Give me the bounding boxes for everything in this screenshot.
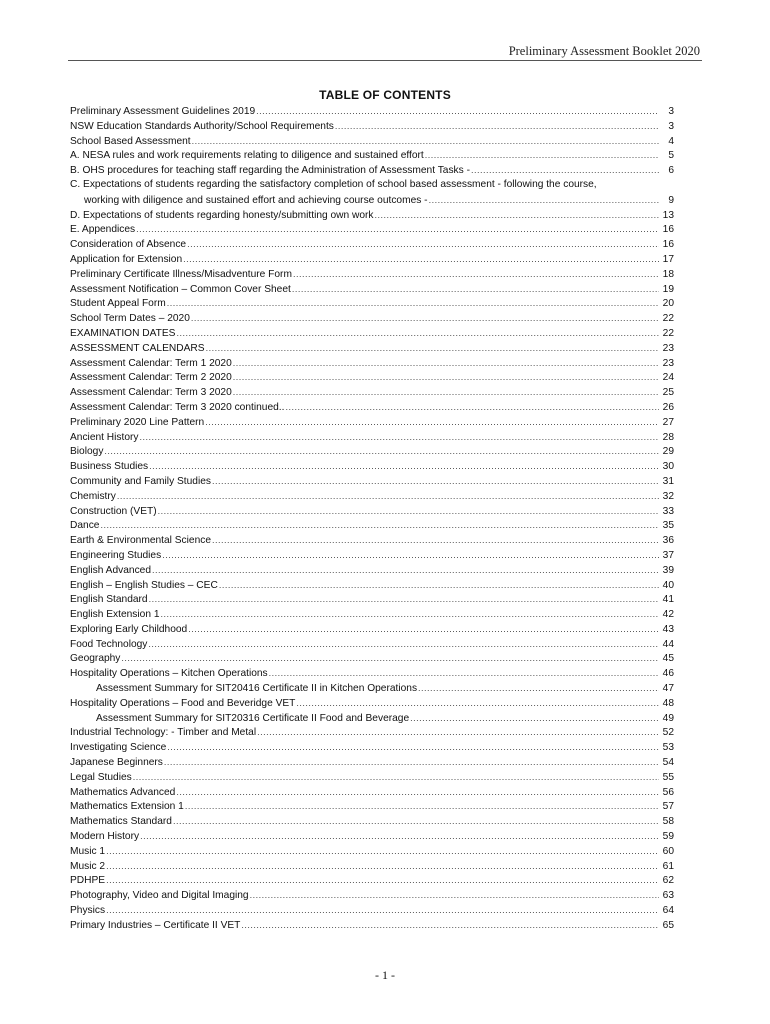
toc-entry-title: Photography, Video and Digital Imaging xyxy=(70,890,249,902)
toc-entry-title: B. OHS procedures for teaching staff regarding the Administration of Assessment Tasks - xyxy=(70,165,470,177)
toc-entry-page: 16 xyxy=(662,224,674,236)
dot-leader xyxy=(121,651,659,666)
dot-leader xyxy=(149,592,659,607)
toc-entry-title: Mathematics Extension 1 xyxy=(70,801,184,813)
dot-leader xyxy=(471,163,659,178)
toc-entry-page: 42 xyxy=(662,609,674,621)
dot-leader xyxy=(106,903,659,918)
toc-entry-title: D. Expectations of students regarding honesty/submitting own work xyxy=(70,209,374,221)
dot-leader xyxy=(233,370,659,385)
toc-entry-page: 27 xyxy=(662,416,674,428)
toc-entry-page: 9 xyxy=(668,194,674,206)
toc-entry-title: Assessment Calendar: Term 1 2020 xyxy=(70,357,232,369)
toc-entry[interactable] xyxy=(70,622,674,637)
toc-entry-title: Preliminary Certificate Illness/Misadventure Form xyxy=(70,268,292,280)
toc-entry-page: 39 xyxy=(662,564,674,576)
dot-leader xyxy=(187,237,659,252)
toc-entry[interactable] xyxy=(70,563,674,578)
toc-entry-page: 25 xyxy=(662,387,674,399)
header-rule xyxy=(68,60,702,61)
toc-entry-page: 60 xyxy=(662,845,674,857)
toc-entry[interactable] xyxy=(70,785,674,800)
toc-entry-title: Assessment Calendar: Term 2 2020 xyxy=(70,372,232,384)
toc-entry-title: Community and Family Studies xyxy=(70,475,211,487)
toc-entry-title: Student Appeal Form xyxy=(70,298,166,310)
toc-entry[interactable] xyxy=(70,903,674,918)
toc-entry-page: 22 xyxy=(662,313,674,325)
dot-leader xyxy=(219,578,659,593)
dot-leader xyxy=(285,400,659,415)
toc-entry-title: English Extension 1 xyxy=(70,609,160,621)
toc-entry[interactable] xyxy=(70,651,674,666)
toc-entry-title: Exploring Early Childhood xyxy=(70,623,188,635)
toc-entry-title: School Term Dates – 2020 xyxy=(70,313,190,325)
toc-entry-page: 41 xyxy=(662,594,674,606)
dot-leader xyxy=(164,755,659,770)
toc-entry-title: Geography xyxy=(70,653,121,665)
toc-entry[interactable] xyxy=(70,104,674,119)
toc-entry-title: Music 2 xyxy=(70,860,106,872)
toc-entry[interactable] xyxy=(70,725,674,740)
toc-subentry[interactable] xyxy=(70,711,674,726)
toc-entry-page: 32 xyxy=(662,490,674,502)
toc-entry-title: Industrial Technology: - Timber and Metal xyxy=(70,727,257,739)
toc-title: TABLE OF CONTENTS xyxy=(319,88,451,102)
toc-entry[interactable] xyxy=(70,119,674,134)
toc-entry[interactable] xyxy=(70,370,674,385)
dot-leader xyxy=(233,356,659,371)
toc-entry[interactable] xyxy=(70,267,674,282)
toc-entry-title: Assessment Summary for SIT20416 Certificate II in Kitchen Operations xyxy=(96,683,418,695)
toc-entry[interactable] xyxy=(70,888,674,903)
toc-entry-page: 18 xyxy=(662,268,674,280)
toc-entry[interactable] xyxy=(70,356,674,371)
toc-entry-title: Preliminary 2020 Line Pattern xyxy=(70,416,205,428)
dot-leader xyxy=(233,385,659,400)
dot-leader xyxy=(176,326,659,341)
dot-leader xyxy=(375,208,659,223)
dot-leader xyxy=(176,785,659,800)
dot-leader xyxy=(106,873,659,888)
toc-entry-title: Consideration of Absence xyxy=(70,239,187,251)
toc-entry-page: 28 xyxy=(662,431,674,443)
toc-entry-title: English – English Studies – CEC xyxy=(70,579,218,591)
toc-entry[interactable] xyxy=(70,637,674,652)
toc-entry-page: 20 xyxy=(662,298,674,310)
toc-entry-page: 4 xyxy=(668,135,674,147)
toc-entry-page: 59 xyxy=(662,831,674,843)
dot-leader xyxy=(335,119,659,134)
toc-entry-page: 3 xyxy=(668,120,674,132)
toc-entry-page: 16 xyxy=(662,239,674,251)
dot-leader xyxy=(293,267,659,282)
toc-entry[interactable] xyxy=(70,607,674,622)
toc-entry-page: 33 xyxy=(662,505,674,517)
toc-entry-page: 22 xyxy=(662,327,674,339)
toc-entry-page: 44 xyxy=(662,638,674,650)
dot-leader xyxy=(429,193,659,208)
toc-entry-page: 6 xyxy=(668,165,674,177)
toc-entry[interactable] xyxy=(70,385,674,400)
toc-entry[interactable] xyxy=(70,444,674,459)
toc-entry-page: 35 xyxy=(662,520,674,532)
toc-entry-title: English Standard xyxy=(70,594,148,606)
running-header: Preliminary Assessment Booklet 2020 xyxy=(508,44,700,58)
toc-entry-page: 23 xyxy=(662,342,674,354)
toc-entry-page: 45 xyxy=(662,653,674,665)
toc-entry-page: 52 xyxy=(662,727,674,739)
dot-leader xyxy=(212,533,659,548)
dot-leader xyxy=(269,666,659,681)
toc-entry-title: English Advanced xyxy=(70,564,151,576)
toc-entry[interactable] xyxy=(70,400,674,415)
toc-entry-title: Earth & Environmental Science xyxy=(70,535,211,547)
dot-leader xyxy=(140,829,659,844)
dot-leader xyxy=(162,548,659,563)
dot-leader xyxy=(188,622,659,637)
toc-entry-page: 31 xyxy=(662,475,674,487)
toc-entry[interactable] xyxy=(70,755,674,770)
dot-leader xyxy=(106,859,659,874)
toc-entry[interactable] xyxy=(70,489,674,504)
toc-entry-page: 36 xyxy=(662,535,674,547)
toc-entry-title: Assessment Summary for SIT20316 Certificate II Food and Beverage xyxy=(96,712,410,724)
toc-entry-title: ASSESSMENT CALENDARS xyxy=(70,342,205,354)
toc-entry-page: 24 xyxy=(662,372,674,384)
toc-entry-title: Preliminary Assessment Guidelines 2019 xyxy=(70,106,256,117)
toc-entry[interactable] xyxy=(70,518,674,533)
dot-leader xyxy=(133,770,659,785)
toc-entry[interactable] xyxy=(70,814,674,829)
toc-entry-title: Music 1 xyxy=(70,845,106,857)
dot-leader xyxy=(173,814,659,829)
toc-entry-page: 30 xyxy=(662,461,674,473)
toc-entry-page: 26 xyxy=(662,401,674,413)
toc-entry-title: working with diligence and sustained effort and achieving course outcomes - xyxy=(84,194,428,206)
toc-entry[interactable] xyxy=(70,740,674,755)
dot-leader xyxy=(167,740,659,755)
toc-entry[interactable] xyxy=(70,859,674,874)
toc-entry-title: Chemistry xyxy=(70,490,116,502)
toc-entry-page: 64 xyxy=(662,905,674,917)
toc-entry[interactable] xyxy=(70,282,674,297)
toc-entry-title: Legal Studies xyxy=(70,771,132,783)
toc-subentry[interactable] xyxy=(70,681,674,696)
toc-entry[interactable] xyxy=(70,918,674,933)
toc-entry-title: Mathematics Advanced xyxy=(70,786,176,798)
dot-leader xyxy=(257,725,659,740)
toc-entry[interactable] xyxy=(70,208,674,223)
toc-entry-page: 23 xyxy=(662,357,674,369)
toc-entry[interactable] xyxy=(70,326,674,341)
toc-entry-title: E. Appendices xyxy=(70,224,136,236)
toc-entry-title: Food Technology xyxy=(70,638,148,650)
dot-leader xyxy=(206,341,659,356)
toc-entry-title: Mathematics Standard xyxy=(70,816,172,828)
toc-entry[interactable] xyxy=(70,696,674,711)
toc-entry-page: 47 xyxy=(662,683,674,695)
toc-entry-page: 61 xyxy=(662,860,674,872)
toc-entry-page: 57 xyxy=(662,801,674,813)
page-number: - 1 - xyxy=(375,968,395,982)
toc-entry-title: Dance xyxy=(70,520,100,532)
toc-entry-page: 19 xyxy=(662,283,674,295)
toc-entry-page: 58 xyxy=(662,816,674,828)
toc-entry[interactable] xyxy=(70,252,674,267)
toc-entry[interactable] xyxy=(70,459,674,474)
toc-entry-title: Business Studies xyxy=(70,461,149,473)
toc-entry-title: School Based Assessment xyxy=(70,135,191,147)
toc-entry-page: 13 xyxy=(662,209,674,221)
toc-entry-title: C. Expectations of students regarding the satisfactory completion of school based assessment - following the course, xyxy=(70,178,597,190)
toc-entry-title: Engineering Studies xyxy=(70,549,162,561)
toc-entry-title: Application for Extension xyxy=(70,253,183,265)
toc-entry-title: Investigating Science xyxy=(70,742,167,754)
dot-leader xyxy=(117,489,659,504)
dot-leader xyxy=(136,222,659,237)
toc-entry-page: 37 xyxy=(662,549,674,561)
toc-entry[interactable] xyxy=(70,222,674,237)
toc-entry-title: Hospitality Operations – Food and Beveridge VET xyxy=(70,697,296,709)
toc-entry-page: 53 xyxy=(662,742,674,754)
toc-entry-title: EXAMINATION DATES xyxy=(70,327,176,339)
toc-entry[interactable] xyxy=(70,474,674,489)
toc-entry-title: Assessment Calendar: Term 3 2020 continued.. xyxy=(70,401,285,413)
toc-entry[interactable] xyxy=(70,163,674,178)
dot-leader xyxy=(292,282,659,297)
toc-entry[interactable] xyxy=(70,134,674,149)
toc-entry-page: 49 xyxy=(662,712,674,724)
dot-leader xyxy=(425,148,659,163)
toc-entry-page: 3 xyxy=(668,106,674,117)
toc-entry[interactable] xyxy=(70,296,674,311)
dot-leader xyxy=(140,430,659,445)
toc-entry-page: 5 xyxy=(668,150,674,162)
toc-entry[interactable] xyxy=(70,770,674,785)
toc-entry-title: Hospitality Operations – Kitchen Operations xyxy=(70,668,268,680)
dot-leader xyxy=(104,444,659,459)
dot-leader xyxy=(167,296,659,311)
dot-leader xyxy=(192,134,659,149)
toc-entry[interactable] xyxy=(70,799,674,814)
toc-entry-page: 62 xyxy=(662,875,674,887)
toc-entry-title: Japanese Beginners xyxy=(70,757,163,769)
toc-entry[interactable] xyxy=(70,430,674,445)
dot-leader xyxy=(205,415,659,430)
toc-entry[interactable] xyxy=(70,237,674,252)
dot-leader xyxy=(183,252,659,267)
dot-leader xyxy=(185,799,659,814)
toc-entry[interactable] xyxy=(70,415,674,430)
dot-leader xyxy=(241,918,659,933)
dot-leader xyxy=(160,607,659,622)
dot-leader xyxy=(212,474,659,489)
dot-leader xyxy=(191,311,659,326)
dot-leader xyxy=(148,637,659,652)
dot-leader xyxy=(256,104,659,119)
toc-entry-page: 43 xyxy=(662,623,674,635)
toc-entry-continuation[interactable] xyxy=(70,193,674,208)
toc-entry[interactable] xyxy=(70,578,674,593)
toc-entry-page: 65 xyxy=(662,919,674,931)
dot-leader xyxy=(152,563,659,578)
toc-entry-title: PDHPE xyxy=(70,875,106,887)
dot-leader xyxy=(410,711,659,726)
toc-entry[interactable] xyxy=(70,592,674,607)
toc-entry-page: 48 xyxy=(662,697,674,709)
dot-leader xyxy=(100,518,659,533)
toc-entry-title: Assessment Calendar: Term 3 2020 xyxy=(70,387,232,399)
toc-entry-page: 56 xyxy=(662,786,674,798)
toc-entry-title: Assessment Notification – Common Cover Sheet xyxy=(70,283,291,295)
dot-leader xyxy=(250,888,659,903)
dot-leader xyxy=(106,844,659,859)
toc-entry-page: 55 xyxy=(662,771,674,783)
toc-entry-title: NSW Education Standards Authority/School Requirements xyxy=(70,120,334,132)
toc-entry[interactable] xyxy=(70,533,674,548)
dot-leader xyxy=(158,504,659,519)
toc-entry-page: 46 xyxy=(662,668,674,680)
toc-entry[interactable] xyxy=(70,829,674,844)
toc-entry[interactable] xyxy=(70,873,674,888)
toc-entry[interactable] xyxy=(70,504,674,519)
toc-entry-title: Construction (VET) xyxy=(70,505,157,517)
toc-entry[interactable] xyxy=(70,341,674,356)
toc-entry-page: 63 xyxy=(662,890,674,902)
toc-entry[interactable] xyxy=(70,844,674,859)
toc-entry[interactable] xyxy=(70,666,674,681)
toc-entry-title: A. NESA rules and work requirements relating to diligence and sustained effort xyxy=(70,150,424,162)
toc-entry-page: 29 xyxy=(662,446,674,458)
toc-entry[interactable] xyxy=(70,178,674,193)
toc-entry-title: Primary Industries – Certificate II VET xyxy=(70,919,241,931)
toc-entry-title: Ancient History xyxy=(70,431,139,443)
toc-entry[interactable] xyxy=(70,148,674,163)
table-of-contents xyxy=(70,104,674,933)
toc-entry[interactable] xyxy=(70,311,674,326)
toc-entry-page: 54 xyxy=(662,757,674,769)
toc-entry-title: Biology xyxy=(70,446,104,458)
toc-entry[interactable] xyxy=(70,548,674,563)
dot-leader xyxy=(149,459,659,474)
dot-leader xyxy=(296,696,659,711)
toc-entry-page: 17 xyxy=(662,253,674,265)
dot-leader xyxy=(418,681,659,696)
toc-entry-title: Modern History xyxy=(70,831,140,843)
toc-entry-page: 40 xyxy=(662,579,674,591)
toc-entry-title: Physics xyxy=(70,905,106,917)
